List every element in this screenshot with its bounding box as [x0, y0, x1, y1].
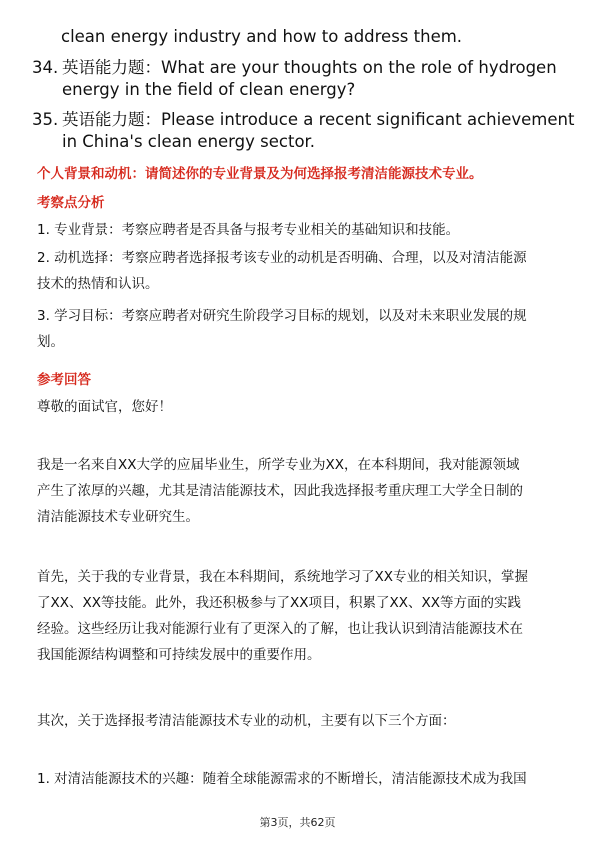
text-line: 1. 对清洁能源技术的兴趣：随着全球能源需求的不断增长，清洁能源技术成为我国 [37, 771, 527, 787]
answer-paragraph [37, 766, 562, 792]
answer-paragraph [37, 452, 562, 530]
analysis-point [37, 245, 562, 297]
question-line: in China's clean energy sector. [62, 132, 316, 151]
question-text [62, 109, 575, 153]
text-line: 产生了浓厚的兴趣，尤其是清洁能源技术，因此我选择报考重庆理工大学全日制的 [37, 483, 523, 499]
text-line: 划。 [37, 334, 64, 350]
question-line: energy in the field of clean energy? [62, 80, 356, 99]
question-number: 34. [32, 58, 59, 77]
text-line: 技术的热情和认识。 [37, 276, 159, 292]
text-line: 清洁能源技术专业研究生。 [37, 509, 199, 525]
section-title: 个人背景和动机：请简述你的专业背景及为何选择报考清洁能源技术专业。 [37, 166, 483, 182]
question-line: 英语能力题：Please introduce a recent significant achievement [62, 110, 575, 129]
page-number-footer: 第3页，共62页 [259, 816, 336, 829]
analysis-point [37, 303, 562, 355]
analysis-point [37, 217, 562, 243]
answer-heading: 参考回答 [37, 372, 91, 388]
continued-question-line: clean energy industry and how to address them. [61, 27, 463, 46]
answer-paragraph [37, 394, 562, 420]
text-line: 首先，关于我的专业背景，我在本科期间，系统地学习了XX专业的相关知识，掌握 [37, 569, 528, 585]
question-text [62, 57, 562, 101]
question-line: 英语能力题：What are your thoughts on the role of hydrogen [62, 58, 557, 77]
text-line: 了XX、XX等技能。此外，我还积极参与了XX项目，积累了XX、XX等方面的实践 [37, 595, 521, 611]
text-line: 3. 学习目标：考察应聘者对研究生阶段学习目标的规划，以及对未来职业发展的规 [37, 308, 527, 324]
text-line: 经验。这些经历让我对能源行业有了更深入的了解，也让我认识到清洁能源技术在 [37, 621, 523, 637]
text-line: 我是一名来自XX大学的应届毕业生，所学专业为XX，在本科期间，我对能源领域 [37, 457, 520, 473]
text-line: 我国能源结构调整和可持续发展中的重要作用。 [37, 647, 321, 663]
answer-paragraph [37, 708, 562, 734]
text-line: 其次，关于选择报考清洁能源技术专业的动机，主要有以下三个方面： [37, 713, 456, 729]
text-line: 尊敬的面试官，您好！ [37, 399, 172, 415]
question-number: 35. [32, 110, 59, 129]
text-line: 1. 专业背景：考察应聘者是否具备与报考专业相关的基础知识和技能。 [37, 222, 460, 238]
text-line: 2. 动机选择：考察应聘者选择报考该专业的动机是否明确、合理，以及对清洁能源 [37, 250, 527, 266]
analysis-heading: 考察点分析 [37, 195, 105, 211]
answer-paragraph [37, 564, 562, 668]
